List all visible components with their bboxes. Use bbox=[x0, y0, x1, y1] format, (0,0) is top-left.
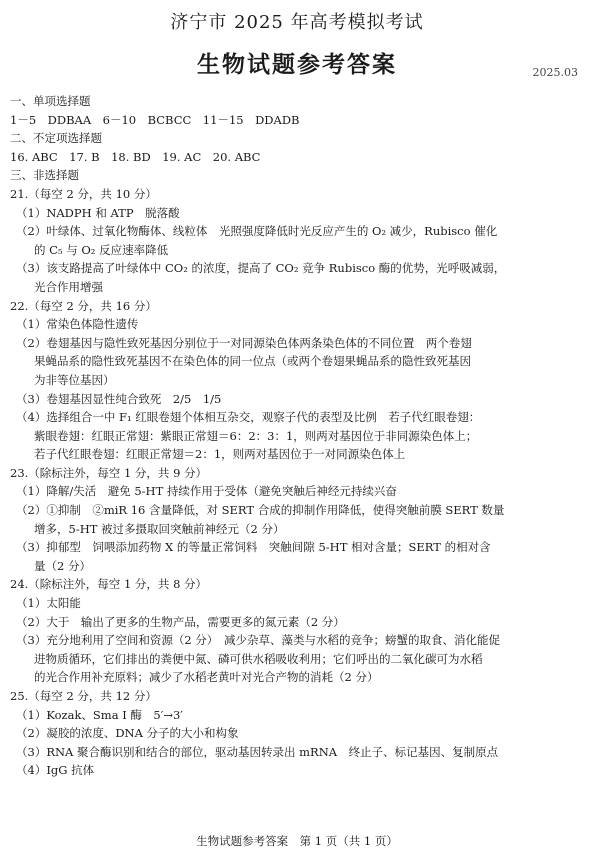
answer-line: 果蝇品系的隐性致死基因不在染色体的同一位点（或两个卷翅果蝇品系的隐性致死基因 bbox=[34, 354, 471, 369]
answer-line: 23.（除标注外，每空 1 分，共 9 分） bbox=[10, 465, 208, 480]
answer-line: （3）充分地利用了空间和资源（2 分） 减少杂草、藻类与水稻的竞争；螃蟹的取食、消化能促 bbox=[16, 633, 501, 648]
answer-line: 三、非选择题 bbox=[10, 168, 79, 183]
answer-line: 22.（每空 2 分，共 16 分） bbox=[10, 298, 157, 313]
answer-line: （2）凝胶的浓度、DNA 分子的大小和构象 bbox=[16, 726, 239, 741]
document-date: 2025.03 bbox=[532, 66, 578, 79]
answer-line: 1－5 DDBAA 6－10 BCBCC 11－15 DDADB bbox=[10, 112, 300, 127]
answer-line: （2）大于 输出了更多的生物产品，需要更多的氮元素（2 分） bbox=[16, 614, 345, 629]
answer-line: 25.（每空 2 分，共 12 分） bbox=[10, 689, 157, 703]
answer-line: 量（2 分） bbox=[34, 558, 91, 573]
answer-line: （1）Kozak、Sma Ⅰ 酶 5′→3′ bbox=[16, 707, 183, 722]
answer-line: 16. ABC 17. B 18. BD 19. AC 20. ABC bbox=[10, 149, 261, 164]
answer-content bbox=[10, 92, 582, 780]
page-footer: 生物试题参考答案 第 1 页（共 1 页） bbox=[196, 834, 398, 848]
answer-line: （2）叶绿体、过氧化物酶体、线粒体 光照强度降低时光反应产生的 O₂ 减少，Rubisco 催化 bbox=[16, 224, 498, 239]
answer-line: （3）该支路提高了叶绿体中 CO₂ 的浓度，提高了 CO₂ 竞争 Rubisco 酶的优势，光呼吸减弱， bbox=[16, 261, 506, 276]
answer-line: （4）IgG 抗体 bbox=[16, 763, 95, 778]
answer-line: 为非等位基因） bbox=[34, 372, 115, 387]
exam-title: 济宁市 2025 年高考模拟考试 bbox=[170, 12, 424, 33]
answer-line: （1）降解/失活 避免 5-HT 持续作用于受体（避免突触后神经元持续兴奋 bbox=[16, 484, 397, 499]
answer-line: （4）选择组合一中 F₁ 红眼卷翅个体相互杂交，观察子代的表型及比例 若子代红眼卷翅： bbox=[16, 410, 481, 425]
answer-line: 紫眼卷翅：红眼正常翅：紫眼正常翅＝6：2：3：1，则两对基因位于非同源染色体上； bbox=[34, 428, 478, 443]
document-title: 生物试题参考答案 bbox=[197, 51, 397, 78]
answer-line: （1）NADPH 和 ATP 脱落酸 bbox=[16, 205, 180, 220]
answer-line: （2）卷翅基因与隐性致死基因分别位于一对同源染色体两条染色体的不同位置 两个卷翅 bbox=[16, 335, 472, 350]
answer-line: 二、不定项选择题 bbox=[10, 131, 102, 146]
answer-line: （3）卷翅基因显性纯合致死 2/5 1/5 bbox=[16, 391, 222, 406]
answer-line: 光合作用增强 bbox=[34, 279, 103, 294]
answer-line: 进物质循环，它们排出的粪便中氮、磷可供水稻吸收利用；它们呼出的二氧化碳可为水稻 bbox=[34, 651, 483, 666]
answer-line: （2）①抑制 ②miR 16 含量降低，对 SERT 合成的抑制作用降低，使得突触前膜 SERT 数量 bbox=[16, 503, 505, 518]
answer-line: （1）常染色体隐性遗传 bbox=[16, 317, 139, 332]
answer-line: 21.（每空 2 分，共 10 分） bbox=[10, 186, 157, 201]
answer-line: （3）RNA 聚合酶识别和结合的部位，驱动基因转录出 mRNA 终止子、标记基因、复制原点 bbox=[16, 744, 499, 759]
answer-line: 若子代红眼卷翅：红眼正常翅＝2：1，则两对基因位于一对同源染色体上 bbox=[34, 447, 406, 462]
answer-line: （1）太阳能 bbox=[16, 596, 81, 611]
answer-line: 的光合作用补充原料；减少了水稻老黄叶对光合产物的消耗（2 分） bbox=[34, 670, 379, 685]
answer-line: 的 C₅ 与 O₂ 反应速率降低 bbox=[34, 242, 169, 257]
answer-line: （3）抑郁型 饲喂添加药物 X 的等量正常饲料 突触间隙 5-HT 相对含量；SERT 的相对含 bbox=[16, 540, 491, 555]
answer-line: 24.（除标注外，每空 1 分，共 8 分） bbox=[10, 577, 208, 592]
answer-line: 一、单项选择题 bbox=[10, 94, 91, 108]
answer-line: 增多，5-HT 被过多摄取回突触前神经元（2 分） bbox=[34, 521, 285, 536]
